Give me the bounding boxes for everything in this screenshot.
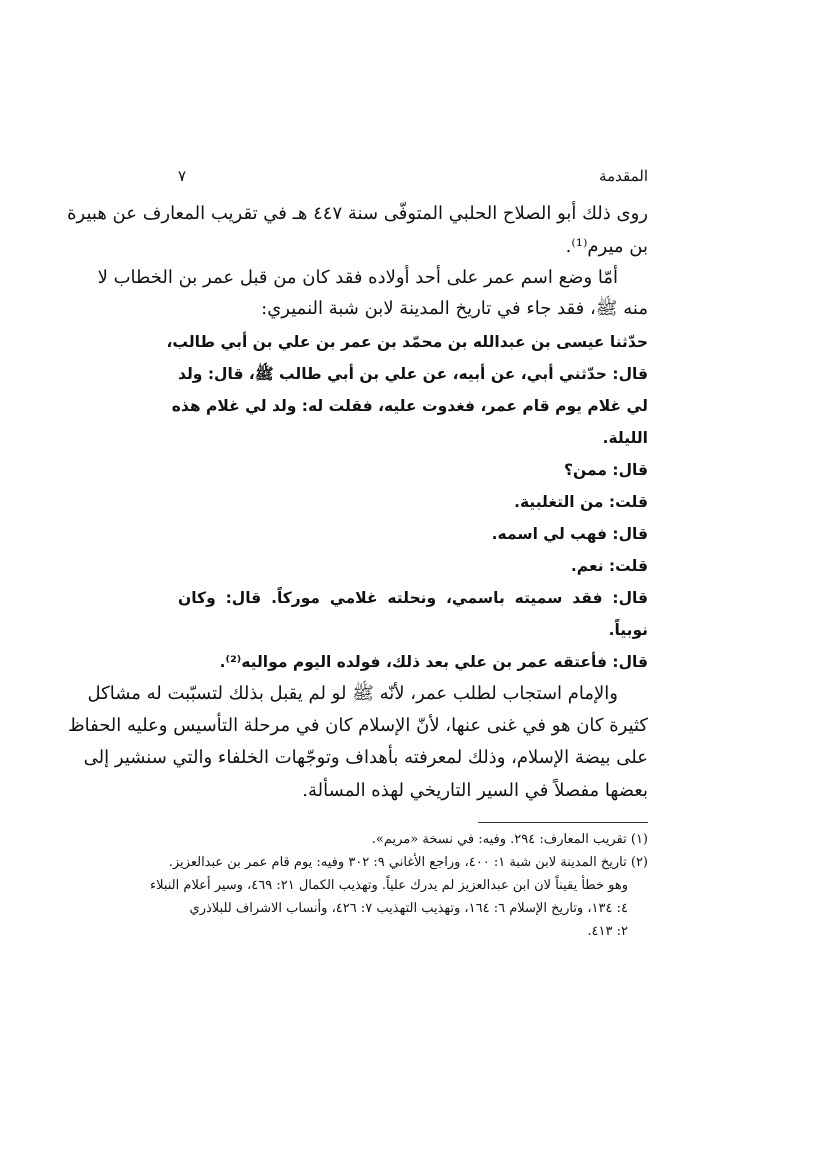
footnote-2-continuation: ٢: ٤١٣.	[587, 924, 628, 939]
quote-line: الليلة.	[602, 429, 648, 447]
text-line: كثيرة كان هو في غنى عنها، لأنّ الإسلام كان في مرحلة التأسيس وعليه الحفاظ	[67, 715, 648, 736]
footnote-2-continuation: ٤: ١٣٤، وتاريخ الإسلام ٦: ١٦٤، وتهذيب التهذيب ٧: ٤٢٦، وأنساب الاشراف للبلاذري	[189, 901, 628, 916]
text-line: منه ﷺ، فقد جاء في تاريخ المدينة لابن شبة النميري:	[261, 298, 648, 319]
footnote-2-continuation: وهو خطأ يقيناً لان ابن عبدالعزيز لم يدرك علياً. وتهذيب الكمال ٢١: ٤٦٩، وسير أعلام النبلاء	[149, 878, 628, 893]
quote-line: نوبياً.	[608, 621, 648, 639]
text-line: بن ميرم⁽¹⁾.	[565, 235, 648, 257]
footnote-1: (١) تقريب المعارف: ٢٩٤. وفيه: في نسخة «مريم».	[371, 832, 648, 847]
quote-line: قال: حدّثني أبي، عن أبيه، عن علي بن أبي طالب ﷺ، قال: ولد	[178, 365, 648, 383]
quote-line: حدّثنا عيسى بن عبدالله بن محمّد بن عمر بن علي بن أبي طالب،	[166, 333, 648, 351]
quote-line: قال: ممن؟	[564, 461, 648, 479]
text-line: والإمام استجاب لطلب عمر، لأنّه ﷺ لو لم يقبل بذلك لتسبّبت له مشاكل	[87, 683, 618, 704]
quote-line: قال: فأعتقه عمر بن علي بعد ذلك، فولده اليوم مواليه⁽²⁾.	[219, 653, 648, 671]
quote-line: قال: فهب لي اسمه.	[491, 525, 648, 543]
chapter-title: المقدمة	[599, 167, 648, 185]
quote-line: قال: فقد سميته باسمي، ونحلته غلامي موركاً. قال: وكان	[178, 589, 648, 607]
main-text	[67, 198, 648, 806]
page-number: ٧	[178, 167, 187, 185]
text-line: روى ذلك أبو الصلاح الحلبي المتوفّى سنة ٤٤٧ هـ في تقريب المعارف عن هبيرة	[67, 203, 648, 224]
page-header	[178, 163, 648, 189]
text-line: على بيضة الإسلام، وذلك لمعرفته بأهداف وتوجّهات الخلفاء والتي سنشير إلى	[83, 747, 648, 768]
quote-line: قلت: من التغلبية.	[514, 493, 648, 511]
footnotes	[149, 828, 648, 943]
quote-line: لي غلام يوم قام عمر، فغدوت عليه، فقلت له: ولد لي غلام هذه	[171, 397, 648, 415]
footnote-2: (٢) تاريخ المدينة لابن شبة ١: ٤٠٠، وراجع الأغاني ٩: ٣٠٢ وفيه: يوم قام عمر بن عبدالعزيز.	[168, 855, 648, 870]
text-line: بعضها مفصلاً في السير التاريخي لهذه المسألة.	[302, 779, 648, 801]
quote-line: قلت: نعم.	[570, 557, 648, 575]
text-line: أمّا وضع اسم عمر على أحد أولاده فقد كان من قبل عمر بن الخطاب لا	[97, 267, 618, 288]
footnote-divider	[478, 822, 648, 823]
